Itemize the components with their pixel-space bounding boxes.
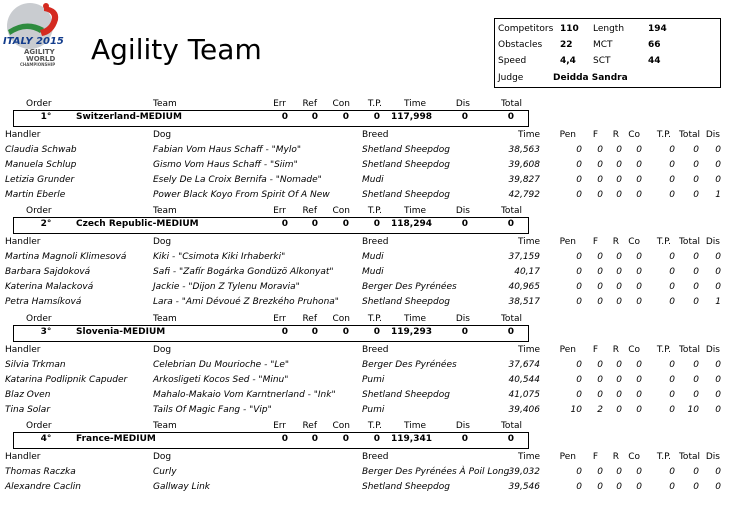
team-name: Czech Republic-MEDIUM	[76, 219, 199, 229]
team-col-dis: Dis	[455, 314, 470, 324]
pen: 0	[576, 375, 582, 385]
team-col-err: Err	[273, 421, 286, 431]
time-penalty: 0	[669, 190, 675, 200]
team-tp: 0	[373, 219, 380, 229]
team-col-time: Time	[403, 99, 426, 109]
team-col-team: Team	[153, 314, 177, 324]
handler-col-dis: Dis	[705, 452, 720, 462]
team-result-row	[13, 325, 529, 342]
length-value: 194	[648, 24, 667, 34]
refusals: 0	[616, 267, 622, 277]
handler-col-co: Co	[628, 130, 640, 140]
handler-col-r: R	[612, 130, 619, 140]
breed: Mudi	[362, 252, 384, 262]
handler-col-dis: Dis	[705, 345, 720, 355]
team-col-total: Total	[500, 206, 522, 216]
pen: 0	[576, 360, 582, 370]
team-col-tp: T.P.	[367, 99, 382, 109]
contacts: 0	[636, 405, 642, 415]
dog-name: Safi - "Zafír Bogárka Gondüzö Alkonyat"	[153, 267, 334, 277]
refusals: 0	[616, 190, 622, 200]
team-con: 0	[342, 327, 349, 337]
contacts: 0	[636, 375, 642, 385]
breed: Mudi	[362, 175, 384, 185]
competitors-label: Competitors	[498, 24, 554, 34]
team-col-dis: Dis	[455, 99, 470, 109]
team-err: 0	[281, 112, 288, 122]
dog-name: Jackie - "Dijon Z Tylenu Moravia"	[153, 282, 300, 292]
handler-col-dis: Dis	[705, 237, 720, 247]
team-col-total: Total	[500, 421, 522, 431]
contacts: 0	[636, 297, 642, 307]
team-total: 0	[507, 112, 514, 122]
team-err: 0	[281, 327, 288, 337]
logo-line4: CHAMPIONSHIP	[20, 62, 56, 67]
time-penalty: 0	[669, 390, 675, 400]
faults: 0	[597, 297, 603, 307]
team-col-con: Con	[332, 314, 350, 324]
team-tp: 0	[373, 112, 380, 122]
handler-col-pen: Pen	[559, 452, 576, 462]
time-penalty: 0	[669, 360, 675, 370]
dis: 0	[715, 482, 721, 492]
handler-col-tp: T.P.	[656, 130, 671, 140]
run-time: 40,17	[514, 267, 540, 277]
run-time: 40,544	[508, 375, 540, 385]
run-time: 41,075	[508, 390, 540, 400]
team-con: 0	[342, 112, 349, 122]
team-con: 0	[342, 434, 349, 444]
team-col-team: Team	[153, 99, 177, 109]
refusals: 0	[616, 282, 622, 292]
dog-name: Power Black Koyo From Spirit Of A New	[153, 190, 330, 200]
team-total: 0	[507, 219, 514, 229]
run-time: 38,563	[508, 145, 540, 155]
team-col-tp: T.P.	[367, 314, 382, 324]
team-col-ref: Ref	[302, 206, 317, 216]
dis: 1	[715, 190, 721, 200]
team-order: 3°	[40, 327, 52, 337]
dis: 0	[715, 145, 721, 155]
total: 0	[693, 145, 699, 155]
team-tp: 0	[373, 327, 380, 337]
time-penalty: 0	[669, 375, 675, 385]
team-ref: 0	[311, 112, 318, 122]
page-title: Agility Team	[91, 33, 262, 66]
handler-name: Blaz Oven	[5, 390, 51, 400]
team-err: 0	[281, 434, 288, 444]
team-dis: 0	[461, 219, 468, 229]
total: 10	[687, 405, 699, 415]
sct-label: SCT	[593, 56, 611, 66]
pen: 0	[576, 390, 582, 400]
faults: 0	[597, 375, 603, 385]
team-col-err: Err	[273, 99, 286, 109]
contacts: 0	[636, 145, 642, 155]
dog-name: Fabian Vom Haus Schaff - "Mylo"	[153, 145, 302, 155]
team-col-con: Con	[332, 421, 350, 431]
dis: 0	[715, 405, 721, 415]
dis: 0	[715, 467, 721, 477]
refusals: 0	[616, 160, 622, 170]
refusals: 0	[616, 390, 622, 400]
team-order: 1°	[40, 112, 52, 122]
refusals: 0	[616, 175, 622, 185]
competitors-value: 110	[560, 24, 579, 34]
total: 0	[693, 175, 699, 185]
handler-col-time: Time	[517, 345, 540, 355]
handler-col-time: Time	[517, 130, 540, 140]
time-penalty: 0	[669, 482, 675, 492]
dog-name: Lara - "Ami Dévoué Z Brezkého Pruhona"	[153, 297, 339, 307]
time-penalty: 0	[669, 175, 675, 185]
breed: Shetland Sheepdog	[362, 482, 450, 492]
faults: 0	[597, 360, 603, 370]
handler-name: Thomas Raczka	[5, 467, 76, 477]
handler-col-handler: Handler	[5, 237, 41, 247]
judge-value: Deidda Sandra	[553, 73, 628, 83]
run-time: 39,406	[508, 405, 540, 415]
team-time: 117,998	[391, 112, 432, 122]
dog-name: Gallway Link	[153, 482, 210, 492]
handler-col-f: F	[592, 345, 598, 355]
team-col-order: Order	[26, 421, 52, 431]
sct-value: 44	[648, 56, 661, 66]
team-col-order: Order	[26, 314, 52, 324]
dog-name: Mahalo-Makaio Vom Karntnerland - "Ink"	[153, 390, 336, 400]
run-time: 39,546	[508, 482, 540, 492]
time-penalty: 0	[669, 267, 675, 277]
dis: 0	[715, 267, 721, 277]
handler-col-r: R	[612, 237, 619, 247]
championship-logo	[0, 0, 72, 70]
refusals: 0	[616, 482, 622, 492]
team-ref: 0	[311, 327, 318, 337]
team-result-row	[13, 217, 529, 234]
handler-col-handler: Handler	[5, 452, 41, 462]
total: 0	[693, 282, 699, 292]
handler-col-dog: Dog	[153, 237, 172, 247]
team-name: France-MEDIUM	[76, 434, 156, 444]
dog-name: Kiki - "Csimota Kiki Irhaberki"	[153, 252, 286, 262]
team-dis: 0	[461, 327, 468, 337]
handler-name: Manuela Schlup	[5, 160, 77, 170]
handler-name: Claudia Schwab	[5, 145, 77, 155]
pen: 0	[576, 282, 582, 292]
total: 0	[693, 297, 699, 307]
team-col-err: Err	[273, 206, 286, 216]
dis: 0	[715, 175, 721, 185]
faults: 2	[597, 405, 603, 415]
faults: 0	[597, 160, 603, 170]
logo-line3: WORLD	[26, 55, 56, 63]
obstacles-label: Obstacles	[498, 40, 543, 50]
pen: 0	[576, 252, 582, 262]
team-col-tp: T.P.	[367, 206, 382, 216]
breed: Shetland Sheepdog	[362, 190, 450, 200]
team-tp: 0	[373, 434, 380, 444]
pen: 0	[576, 145, 582, 155]
handler-col-handler: Handler	[5, 130, 41, 140]
total: 0	[693, 375, 699, 385]
run-time: 42,792	[508, 190, 540, 200]
team-con: 0	[342, 219, 349, 229]
obstacles-value: 22	[560, 40, 573, 50]
handler-col-tp: T.P.	[656, 345, 671, 355]
handler-name: Tina Solar	[5, 405, 51, 415]
breed: Mudi	[362, 267, 384, 277]
refusals: 0	[616, 405, 622, 415]
run-time: 37,159	[508, 252, 540, 262]
team-ref: 0	[311, 434, 318, 444]
handler-name: Katarina Podlipnik Capuder	[5, 375, 128, 385]
handler-col-pen: Pen	[559, 130, 576, 140]
team-order: 4°	[40, 434, 52, 444]
pen: 0	[576, 190, 582, 200]
handler-col-tp: T.P.	[656, 237, 671, 247]
handler-col-f: F	[592, 237, 598, 247]
handler-col-pen: Pen	[559, 237, 576, 247]
pen: 0	[576, 482, 582, 492]
time-penalty: 0	[669, 297, 675, 307]
team-total: 0	[507, 434, 514, 444]
speed-label: Speed	[498, 56, 527, 66]
pen: 0	[576, 160, 582, 170]
faults: 0	[597, 282, 603, 292]
time-penalty: 0	[669, 282, 675, 292]
breed: Pumi	[362, 405, 385, 415]
time-penalty: 0	[669, 467, 675, 477]
team-col-tp: T.P.	[367, 421, 382, 431]
handler-name: Letizia Grunder	[5, 175, 75, 185]
team-ref: 0	[311, 219, 318, 229]
handler-col-co: Co	[628, 345, 640, 355]
run-time: 37,674	[508, 360, 540, 370]
faults: 0	[597, 482, 603, 492]
total: 0	[693, 360, 699, 370]
dis: 0	[715, 252, 721, 262]
handler-col-f: F	[592, 452, 598, 462]
judge-label: Judge	[498, 73, 524, 83]
run-time: 40,965	[508, 282, 540, 292]
logo-line2: AGILITY	[24, 48, 55, 56]
team-col-con: Con	[332, 99, 350, 109]
run-time: 39,827	[508, 175, 540, 185]
dog-name: Esely De La Croix Bernifa - "Nomade"	[153, 175, 322, 185]
total: 0	[693, 467, 699, 477]
dis: 0	[715, 390, 721, 400]
handler-col-r: R	[612, 345, 619, 355]
team-total: 0	[507, 327, 514, 337]
handler-name: Silvia Trkman	[5, 360, 66, 370]
refusals: 0	[616, 375, 622, 385]
dog-name: Curly	[153, 467, 177, 477]
total: 0	[693, 252, 699, 262]
handler-name: Petra Hamsíková	[5, 297, 82, 307]
handler-col-dis: Dis	[705, 130, 720, 140]
time-penalty: 0	[669, 145, 675, 155]
faults: 0	[597, 145, 603, 155]
dog-name: Gismo Vom Haus Schaff - "Siim"	[153, 160, 298, 170]
dog-name: Celebrian Du Mourioche - "Le"	[153, 360, 290, 370]
handler-col-dog: Dog	[153, 345, 172, 355]
handler-col-total: Total	[678, 130, 700, 140]
faults: 0	[597, 190, 603, 200]
team-col-con: Con	[332, 206, 350, 216]
dis: 0	[715, 360, 721, 370]
team-col-err: Err	[273, 314, 286, 324]
total: 0	[693, 482, 699, 492]
handler-col-breed: Breed	[362, 237, 389, 247]
team-col-total: Total	[500, 99, 522, 109]
handler-name: Martin Eberle	[5, 190, 66, 200]
team-time: 119,293	[391, 327, 432, 337]
handler-col-dog: Dog	[153, 130, 172, 140]
refusals: 0	[616, 467, 622, 477]
handler-name: Martina Magnoli Klimesová	[5, 252, 127, 262]
team-col-dis: Dis	[455, 206, 470, 216]
mct-label: MCT	[593, 40, 613, 50]
handler-col-time: Time	[517, 452, 540, 462]
team-col-ref: Ref	[302, 99, 317, 109]
course-info-box	[494, 18, 721, 88]
handler-col-co: Co	[628, 452, 640, 462]
mct-value: 66	[648, 40, 661, 50]
team-order: 2°	[40, 219, 52, 229]
breed: Pumi	[362, 375, 385, 385]
faults: 0	[597, 267, 603, 277]
team-col-ref: Ref	[302, 421, 317, 431]
team-dis: 0	[461, 434, 468, 444]
team-col-order: Order	[26, 206, 52, 216]
total: 0	[693, 190, 699, 200]
faults: 0	[597, 252, 603, 262]
handler-col-breed: Breed	[362, 345, 389, 355]
time-penalty: 0	[669, 160, 675, 170]
contacts: 0	[636, 252, 642, 262]
refusals: 0	[616, 360, 622, 370]
handler-col-total: Total	[678, 237, 700, 247]
team-time: 119,341	[391, 434, 432, 444]
handler-col-total: Total	[678, 345, 700, 355]
team-col-ref: Ref	[302, 314, 317, 324]
refusals: 0	[616, 145, 622, 155]
refusals: 0	[616, 252, 622, 262]
team-col-team: Team	[153, 421, 177, 431]
contacts: 0	[636, 160, 642, 170]
total: 0	[693, 267, 699, 277]
handler-col-breed: Breed	[362, 452, 389, 462]
pen: 0	[576, 267, 582, 277]
handler-name: Katerina Malacková	[5, 282, 94, 292]
handler-col-r: R	[612, 452, 619, 462]
faults: 0	[597, 390, 603, 400]
team-result-row	[13, 110, 529, 127]
total: 0	[693, 160, 699, 170]
team-col-total: Total	[500, 314, 522, 324]
breed: Berger Des Pyrénées	[362, 282, 457, 292]
faults: 0	[597, 175, 603, 185]
dis: 1	[715, 297, 721, 307]
handler-col-breed: Breed	[362, 130, 389, 140]
faults: 0	[597, 467, 603, 477]
contacts: 0	[636, 190, 642, 200]
handler-name: Alexandre Caclin	[5, 482, 82, 492]
handler-col-total: Total	[678, 452, 700, 462]
contacts: 0	[636, 482, 642, 492]
pen: 0	[576, 175, 582, 185]
run-time: 39,608	[508, 160, 540, 170]
team-result-row	[13, 432, 529, 449]
handler-col-co: Co	[628, 237, 640, 247]
run-time: 39,032	[508, 467, 540, 477]
team-time: 118,294	[391, 219, 432, 229]
team-col-time: Time	[403, 421, 426, 431]
run-time: 38,517	[508, 297, 540, 307]
contacts: 0	[636, 282, 642, 292]
handler-col-pen: Pen	[559, 345, 576, 355]
team-col-time: Time	[403, 206, 426, 216]
logo-line1: ITALY 2015	[3, 36, 64, 47]
contacts: 0	[636, 175, 642, 185]
breed: Shetland Sheepdog	[362, 390, 450, 400]
dis: 0	[715, 282, 721, 292]
contacts: 0	[636, 267, 642, 277]
speed-value: 4,4	[560, 56, 576, 66]
breed: Shetland Sheepdog	[362, 145, 450, 155]
team-col-time: Time	[403, 314, 426, 324]
team-dis: 0	[461, 112, 468, 122]
length-label: Length	[593, 24, 625, 34]
contacts: 0	[636, 390, 642, 400]
team-col-dis: Dis	[455, 421, 470, 431]
dis: 0	[715, 160, 721, 170]
team-col-order: Order	[26, 99, 52, 109]
pen: 0	[576, 297, 582, 307]
total: 0	[693, 390, 699, 400]
pen: 10	[570, 405, 582, 415]
time-penalty: 0	[669, 405, 675, 415]
pen: 0	[576, 467, 582, 477]
dis: 0	[715, 375, 721, 385]
handler-name: Barbara Sajdoková	[5, 267, 91, 277]
time-penalty: 0	[669, 252, 675, 262]
handler-col-tp: T.P.	[656, 452, 671, 462]
breed: Berger Des Pyrénées	[362, 360, 457, 370]
team-name: Switzerland-MEDIUM	[76, 112, 182, 122]
contacts: 0	[636, 360, 642, 370]
dog-name: Arkosligeti Kocos Sed - "Minu"	[153, 375, 289, 385]
handler-col-f: F	[592, 130, 598, 140]
breed: Berger Des Pyrénées À Poil Long	[362, 467, 510, 477]
team-name: Slovenia-MEDIUM	[76, 327, 166, 337]
breed: Shetland Sheepdog	[362, 297, 450, 307]
refusals: 0	[616, 297, 622, 307]
handler-col-dog: Dog	[153, 452, 172, 462]
handler-col-time: Time	[517, 237, 540, 247]
breed: Shetland Sheepdog	[362, 160, 450, 170]
team-err: 0	[281, 219, 288, 229]
team-col-team: Team	[153, 206, 177, 216]
contacts: 0	[636, 467, 642, 477]
handler-col-handler: Handler	[5, 345, 41, 355]
dog-name: Tails Of Magic Fang - "Vip"	[153, 405, 272, 415]
